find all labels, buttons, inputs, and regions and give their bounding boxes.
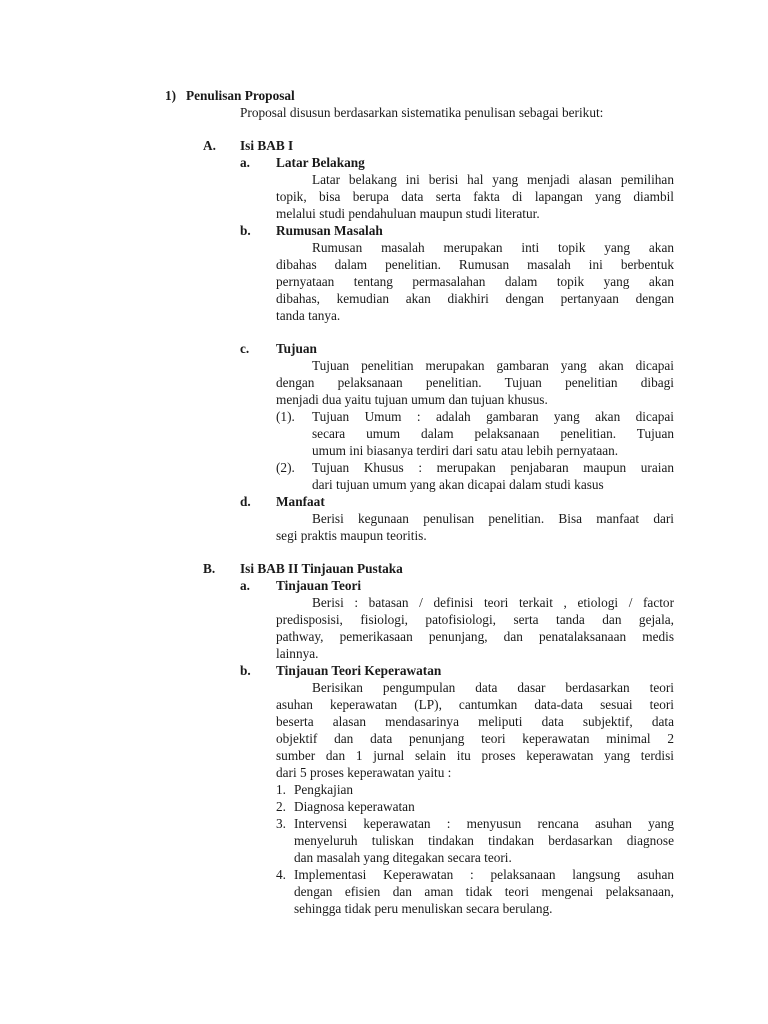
list-item-line: dengan efisien dan aman tidak teori mengenai pelaksanaan, bbox=[294, 884, 674, 899]
list-item-line: Implementasi Keperawatan : pelaksanaan langsung asuhan bbox=[294, 867, 674, 882]
section-number: 1) bbox=[165, 88, 177, 103]
tinjauan-teori-letter: a. bbox=[240, 578, 250, 593]
section-intro: Proposal disusun berdasarkan sistematika penulisan sebagai berikut: bbox=[240, 105, 604, 120]
tinjauan-teori-title: Tinjauan Teori bbox=[276, 578, 362, 593]
paragraph-line: melalui studi pendahuluan maupun studi literatur. bbox=[276, 206, 540, 221]
list-number: 4. bbox=[276, 867, 286, 882]
paragraph-line: predisposisi, fisiologi, patofisiologi, serta tanda dan gejala, bbox=[276, 612, 674, 627]
paragraph-line: Berisi : batasan / definisi teori terkait , etiologi / factor bbox=[312, 595, 674, 610]
rumusan-title: Rumusan Masalah bbox=[276, 223, 383, 238]
bab2-title: Isi BAB II Tinjauan Pustaka bbox=[240, 561, 403, 576]
paragraph-line: dengan pelaksanaan penelitian. Tujuan penelitian dibagi bbox=[276, 375, 674, 390]
paragraph-line: Latar belakang ini berisi hal yang menjadi alasan pemilihan bbox=[312, 172, 674, 187]
paragraph-line: sumber dan 1 jurnal selain itu proses keperawatan yang terdisi bbox=[276, 748, 674, 763]
paragraph-line: Berisi kegunaan penulisan penelitian. Bisa manfaat dari bbox=[312, 511, 674, 526]
paragraph-line: menjadi dua yaitu tujuan umum dan tujuan khusus. bbox=[276, 392, 548, 407]
paragraph-line: segi praktis maupun teoritis. bbox=[276, 528, 427, 543]
paragraph-line: asuhan keperawatan (LP), cantumkan data-data sesuai teori bbox=[276, 697, 674, 712]
section-title: Penulisan Proposal bbox=[186, 88, 295, 103]
paragraph-line: tanda tanya. bbox=[276, 308, 341, 323]
paragraph-line: pernyataan tentang permasalahan dalam topik yang akan bbox=[276, 274, 674, 289]
tujuan-title: Tujuan bbox=[276, 341, 317, 356]
paragraph-line: beserta alasan mendasarinya meliputi data subjektif, data bbox=[276, 714, 674, 729]
manfaat-letter: d. bbox=[240, 494, 251, 509]
paragraph-line: dibahas dalam penelitian. Rumusan masalah ini berbentuk bbox=[276, 257, 674, 272]
paragraph-line: Rumusan masalah merupakan inti topik yang akan bbox=[312, 240, 674, 255]
sub-item-number: (2). bbox=[276, 460, 295, 475]
sub-item-line: secara umum dalam pelaksanaan penelitian. Tujuan bbox=[312, 426, 674, 441]
paragraph-line: dari 5 proses keperawatan yaitu : bbox=[276, 765, 452, 780]
tinjauan-keperawatan-letter: b. bbox=[240, 663, 251, 678]
bab2-letter: B. bbox=[203, 561, 216, 576]
tinjauan-keperawatan-title: Tinjauan Teori Keperawatan bbox=[276, 663, 442, 678]
sub-item-line: Tujuan Umum : adalah gambaran yang akan dicapai bbox=[312, 409, 674, 424]
paragraph-line: topik, bisa berupa data serta fakta di lapangan yang diambil bbox=[276, 189, 674, 204]
list-item-line: Pengkajian bbox=[294, 782, 354, 797]
sub-item-line: umum ini biasanya terdiri dari satu atau lebih pernyataan. bbox=[312, 443, 619, 458]
tujuan-letter: c. bbox=[240, 341, 250, 356]
paragraph-line: Berisikan pengumpulan data dasar berdasarkan teori bbox=[312, 680, 674, 695]
list-item-line: sehingga tidak peru menuliskan secara berulang. bbox=[294, 901, 553, 916]
sub-item-line: Tujuan Khusus : merupakan penjabaran maupun uraian bbox=[312, 460, 674, 475]
bab1-title: Isi BAB I bbox=[240, 138, 294, 153]
list-number: 3. bbox=[276, 816, 286, 831]
list-number: 1. bbox=[276, 782, 286, 797]
rumusan-letter: b. bbox=[240, 223, 251, 238]
latar-letter: a. bbox=[240, 155, 250, 170]
paragraph-line: pathway, pemerikasaan penunjang, dan penatalaksanaan medis bbox=[276, 629, 674, 644]
sub-item-line: dari tujuan umum yang akan dicapai dalam studi kasus bbox=[312, 477, 604, 492]
sub-item-number: (1). bbox=[276, 409, 295, 424]
list-item-line: Diagnosa keperawatan bbox=[294, 799, 415, 814]
list-item-line: dan masalah yang ditegakan secara teori. bbox=[294, 850, 512, 865]
list-item-line: Intervensi keperawatan : menyusun rencana asuhan yang bbox=[294, 816, 674, 831]
manfaat-title: Manfaat bbox=[276, 494, 325, 509]
list-item-line: menyeluruh tuliskan tindakan tindakan berdasarkan diagnose bbox=[294, 833, 674, 848]
paragraph-line: Tujuan penelitian merupakan gambaran yang akan dicapai bbox=[312, 358, 674, 373]
paragraph-line: objektif dan data penunjang teori keperawatan minimal 2 bbox=[276, 731, 674, 746]
paragraph-line: dibahas, kemudian akan diakhiri dengan pertanyaan dengan bbox=[276, 291, 674, 306]
paragraph-line: lainnya. bbox=[276, 646, 319, 661]
latar-title: Latar Belakang bbox=[276, 155, 365, 170]
list-number: 2. bbox=[276, 799, 286, 814]
bab1-letter: A. bbox=[203, 138, 216, 153]
